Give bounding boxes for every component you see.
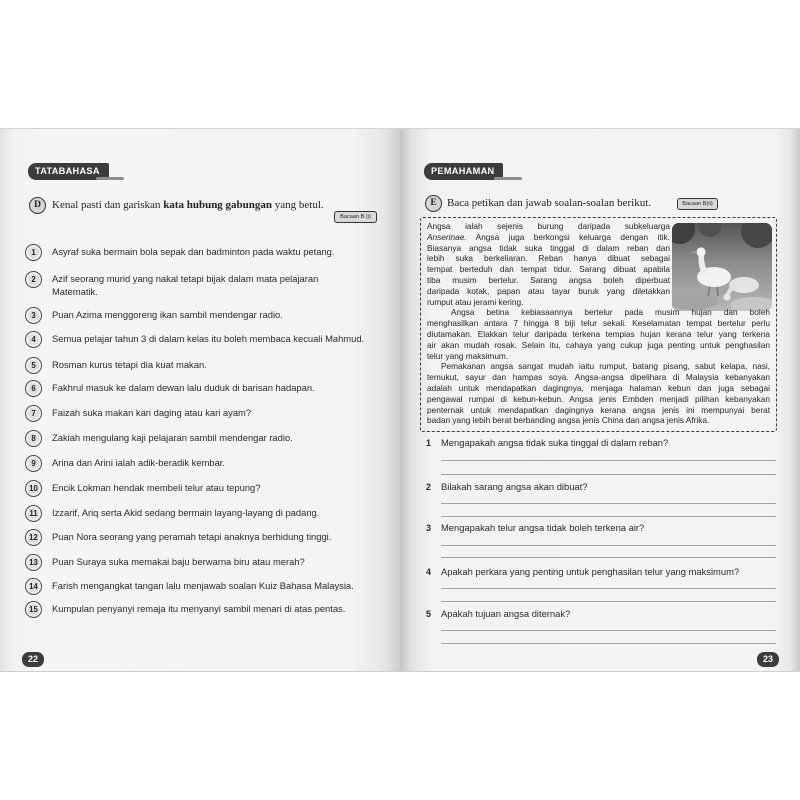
item-sentence-continued: Matematik. [52, 286, 98, 297]
item-sentence: Puan Azima menggoreng ikan sambil mendengar radio. [52, 309, 283, 320]
answer-line [441, 643, 776, 644]
item-sentence: Puan Nora seorang yang peramah tetapi anaknya berhidung tinggi. [52, 531, 332, 542]
reading-tag: Bacaan B (i) [334, 211, 377, 223]
item-number-badge: 9 [25, 455, 42, 472]
banner-tail-decoration [96, 177, 124, 180]
exercise-item [0, 505, 400, 521]
exercise-letter-badge: E [425, 195, 442, 212]
question-number: 1 [426, 438, 432, 448]
item-number-badge: 2 [25, 271, 42, 288]
passage-italic-term: Anserinae. [427, 231, 467, 242]
exercise-instruction: Baca petikan dan jawab soalan-soalan berikut. [447, 197, 652, 209]
reading-passage [427, 221, 770, 426]
question-text: Mengapakah angsa tidak suka tinggal di dalam reban? [441, 437, 669, 448]
item-number-badge: 5 [25, 357, 42, 374]
page-number-right: 23 [757, 652, 779, 667]
item-sentence: Zakiah mengulang kaji pelajaran sambil mendengar radio. [52, 432, 293, 443]
answer-line [441, 630, 776, 631]
exercise-item [0, 529, 400, 545]
passage-line: tiba musim bertelur. Sarang angsa boleh diperbuat [427, 274, 670, 285]
item-sentence: Encik Lokman hendak membeli telur atau tepung? [52, 482, 261, 493]
section-banner-pemahaman: PEMAHAMAN [424, 163, 503, 180]
passage-line: air akan mudah rosak. Selain itu, cahaya yang cukup juga penting untuk penghasilan [427, 339, 770, 350]
exercise-item [0, 331, 400, 347]
question-text: Mengapakah telur angsa tidak boleh terkena air? [441, 522, 645, 533]
exercise-item [0, 430, 400, 446]
item-number-badge: 8 [25, 430, 42, 447]
exercise-item [0, 405, 400, 421]
item-sentence: Farish mengangkat tangan lalu menjawab soalan Kuiz Bahasa Malaysia. [52, 580, 354, 591]
item-number-badge: 12 [25, 529, 42, 546]
question-number: 2 [426, 482, 432, 492]
answer-line [441, 516, 776, 517]
item-number-badge: 4 [25, 331, 42, 348]
answer-line [441, 460, 776, 461]
item-sentence: Arina dan Arini ialah adik-beradik kembar. [52, 457, 226, 468]
question-text: Apakah tujuan angsa diternak? [441, 608, 571, 619]
passage-line [427, 232, 670, 243]
passage-line: tempat berteduh dan tempat tidur. Sarang dibuat apabila [427, 264, 670, 275]
passage-line: adalah untuk mendapatkan dagingnya, menjaga halaman kebun dan juga sebagai [427, 382, 770, 393]
exercise-item [0, 601, 400, 617]
passage-line: Angsa betina kebiasaannya bertelur pada musim hujan dan boleh [451, 307, 770, 318]
exercise-letter-badge: D [29, 197, 46, 214]
instruction-bold-term: kata hubung gabungan [163, 199, 273, 211]
comprehension-question [426, 520, 776, 536]
exercise-item [0, 271, 400, 300]
question-text: Apakah perkara yang penting untuk penghasilan telur yang maksimum? [441, 566, 740, 577]
passage-line: pengawal rumpai di kebun-kebun. Angsa jenis Embden menjadi pilihan kebanyakan [427, 393, 770, 404]
passage-line: menghasilkan antara 7 hingga 8 biji telur sekali. Keselamatan tempat bertelur perlu [427, 318, 770, 329]
answer-line [441, 601, 776, 602]
item-sentence: Kumpulan penyanyi remaja itu menyanyi sambil menari di atas pentas. [52, 603, 346, 614]
item-sentence: Puan Suraya suka memakai baju berwarna biru atau merah? [52, 556, 305, 567]
instruction-text-after: yang betul. [274, 199, 324, 211]
answer-line [441, 545, 776, 546]
question-text: Bilakah sarang angsa akan dibuat? [441, 481, 588, 492]
item-number-badge: 3 [25, 307, 42, 324]
item-number-badge: 1 [25, 244, 42, 261]
exercise-item [0, 380, 400, 396]
exercise-item [0, 480, 400, 496]
answer-line [441, 588, 776, 589]
exercise-item [0, 357, 400, 373]
item-sentence: Izzarif, Ariq serta Akid sedang bermain layang-layang di padang. [52, 507, 320, 518]
passage-line: Angsa ialah sejenis burung daripada subkeluarga [427, 221, 670, 231]
section-banner-tatabahasa: TATABAHASA [28, 163, 109, 180]
question-number: 4 [426, 567, 432, 577]
comprehension-question [426, 606, 776, 622]
answer-line [441, 503, 776, 504]
passage-line: penternak untuk mendapatkan dagingnya kerana angsa jenis ini mempunyai berat [427, 404, 770, 415]
exercise-item [0, 554, 400, 570]
reading-tag: Bacaan B(ii) [677, 198, 718, 210]
item-number-badge: 14 [25, 578, 42, 595]
passage-line: diutamakan. Elakkan telur daripada terkena tempias hujan kerana telur yang terkena [427, 328, 770, 339]
item-sentence: Fakhrul masuk ke dalam dewan lalu duduk di barisan hadapan. [52, 382, 315, 393]
instruction-text-before: Kenal pasti dan gariskan [52, 199, 161, 211]
passage-line: daripada kotak, papan atau tayar buruk yang diletakkan [427, 285, 670, 296]
question-number: 3 [426, 523, 432, 533]
item-number-badge: 10 [25, 480, 42, 497]
item-sentence: Rosman kurus tetapi dia kuat makan. [52, 359, 207, 370]
item-number-badge: 6 [25, 380, 42, 397]
passage-line: Pemakanan angsa sangat mudah iaitu rumput, batang pisang, sabut kelapa, nasi, [441, 361, 770, 372]
passage-line: badan yang lebih berat berbanding angsa jenis China dan angsa jenis Afrika. [427, 415, 710, 426]
question-number: 5 [426, 609, 432, 619]
passage-line-text: Angsa juga berkongsi keluarga dengan itik. [475, 231, 670, 242]
passage-line: lebih suka berkeliaran. Reban hanya dibuat sebagai [427, 253, 670, 264]
item-number-badge: 15 [25, 601, 42, 618]
passage-line: telur yang maksimum. [427, 350, 509, 361]
answer-line [441, 474, 776, 475]
exercise-item [0, 307, 400, 323]
item-sentence: Azif seorang murid yang nakal tetapi bijak dalam mata pelajaran [52, 273, 319, 284]
item-sentence: Faizah suka makan kari daging atau kari ayam? [52, 407, 252, 418]
exercise-instruction [52, 198, 324, 212]
exercise-item [0, 578, 400, 594]
page-number-left: 22 [22, 652, 44, 667]
exercise-item [0, 455, 400, 471]
item-sentence: Semua pelajar tahun 3 di dalam kelas itu boleh membaca kecuali Mahmud. [52, 333, 365, 344]
item-number-badge: 7 [25, 405, 42, 422]
answer-line [441, 557, 776, 558]
item-sentence: Asyraf suka bermain bola sepak dan badminton pada waktu petang. [52, 246, 335, 257]
comprehension-question [426, 564, 776, 580]
banner-tail-decoration [494, 177, 522, 180]
passage-line: temukut, sayur dan hampas soya. Angsa-angsa dipelihara di Malaysia kebanyakan [427, 372, 770, 383]
comprehension-question [426, 435, 776, 451]
passage-line: rumput atau jerami kering. [427, 296, 524, 307]
comprehension-question [426, 479, 776, 495]
passage-line: Biasanya angsa tidak suka tinggal di dalam reban dan [427, 242, 670, 253]
exercise-item [0, 244, 400, 260]
item-number-badge: 11 [25, 505, 42, 522]
item-number-badge: 13 [25, 554, 42, 571]
